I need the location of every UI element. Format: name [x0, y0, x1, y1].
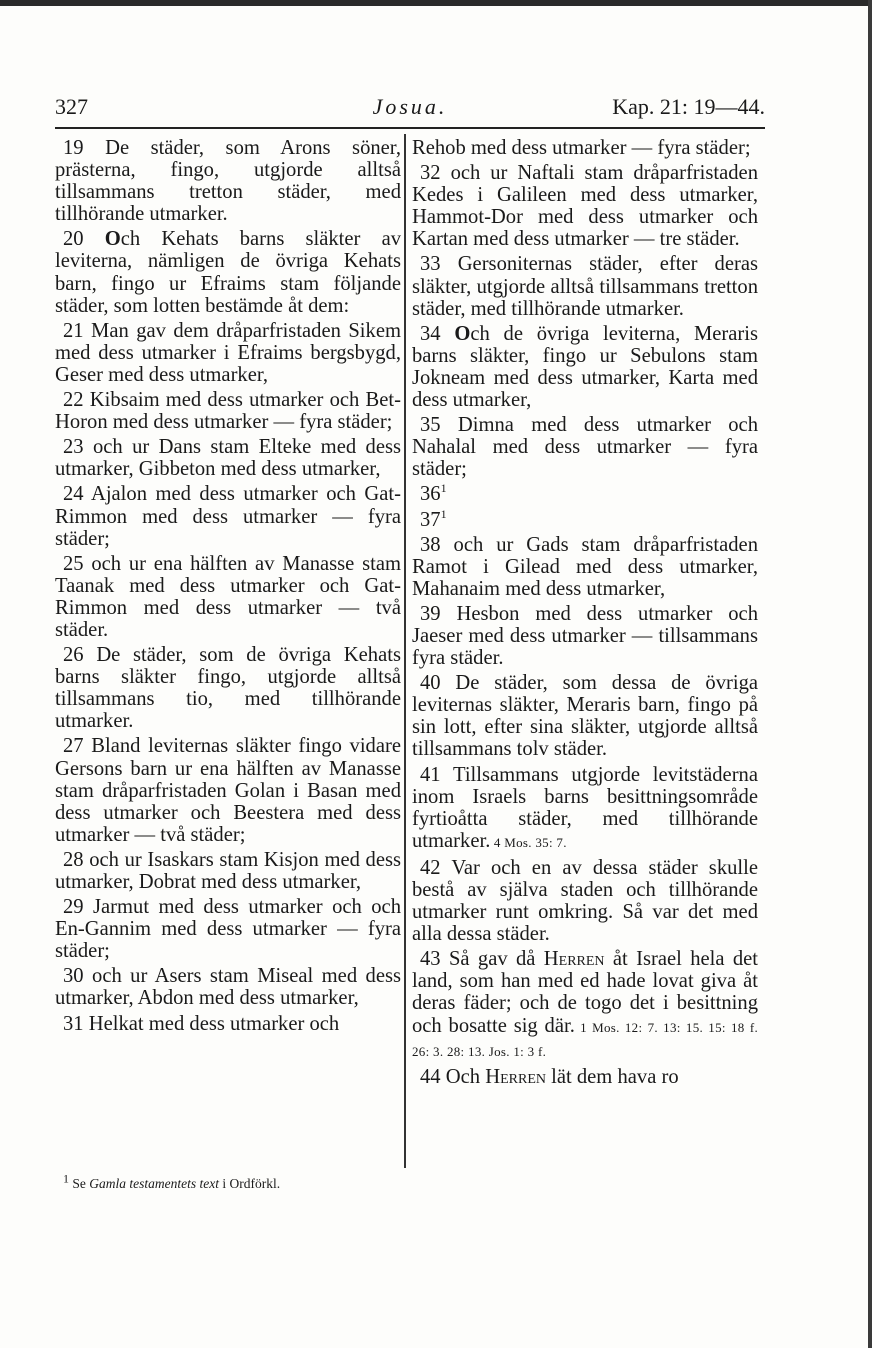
- verse-number: 21: [63, 319, 92, 342]
- verse-paragraph: 24 Ajalon med dess utmarker och Gat-Rimmon med dess utmarker — fyra städer;: [55, 483, 402, 550]
- verse-number: 32: [420, 162, 451, 185]
- scan-right-edge: [868, 0, 872, 1348]
- verse-number: 40: [420, 672, 456, 695]
- verse-paragraph: 28 och ur Isaskars stam Kisjon med dess utmarker, Dobrat med dess utmarker,: [55, 848, 401, 893]
- verse-paragraph: 43 Så gav då Herren åt Israel hela det land, som han med ed hade lovat giva åt deras fäder; och de togo det i besittning och bosatte sig där. 1 Mos. 12: 7. 13: 15. 15: 18 f. 26: 3. 28: 13. Jos. 1: 3 f.: [412, 948, 758, 1059]
- column-divider: [404, 134, 406, 1168]
- verse-paragraph: [412, 506, 758, 531]
- page-number: 327: [55, 94, 88, 119]
- right-column: [412, 137, 758, 1091]
- verse-paragraph: 44 Och Herren lät dem hava ro: [420, 1065, 679, 1088]
- verse-paragraph: 33 Gersoniternas städer, efter deras släkter, utgjorde alltså tillsammans tretton städer, med tillhörande utmarker.: [412, 253, 758, 320]
- verse-number: 44: [420, 1065, 446, 1088]
- footnote: [63, 1171, 563, 1192]
- chapter-reference: Kap. 21: 19—44.: [612, 94, 765, 119]
- verse-paragraph: 25 och ur ena hälften av Manasse stam Taanak med dess utmarker och Gat-Rimmon med dess utmarker — två städer.: [55, 552, 401, 641]
- verse-paragraph: 34 Och de övriga leviterna, Meraris barns släkter, fingo ur Sebulons stam Jokneam med dess utmarker, Karta med dess utmarker,: [412, 322, 758, 412]
- verse-number: 30: [63, 965, 93, 988]
- verse-paragraph: 39 Hesbon med dess utmarker och Jaeser med dess utmarker — tillsammans fyra städer.: [412, 602, 758, 670]
- verse-number: 23: [63, 436, 93, 459]
- header-rule: [55, 127, 765, 129]
- verse-number: 26: [63, 644, 97, 667]
- verse-number: 27: [63, 735, 92, 758]
- verse-number: 25: [63, 552, 92, 575]
- verse-number: 29: [63, 896, 94, 919]
- verse-paragraph: 22 Kibsaim med dess utmarker och Bet-Horon med dess utmarker — fyra städer;: [55, 389, 401, 434]
- verse-paragraph: 41 Tillsammans utgjorde levitstäderna inom Israels barns besittningsområde fyrtioåtta städer, med tillhörande utmarker. 4 Mos. 35: 7.: [412, 763, 758, 852]
- book-title: Josua.: [372, 94, 448, 119]
- verse-paragraph: 35 Dimna med dess utmarker och Nahalal med dess utmarker — fyra städer;: [412, 414, 758, 481]
- verse-paragraph: 30 och ur Asers stam Miseal med dess utmarker, Abdon med dess utmarker,: [55, 965, 401, 1010]
- verse-paragraph: 40 De städer, som dessa de övriga leviternas släkter, Meraris barn, fingo på sin lott, efter sina släkter, utgjorde alltså tillsammans tolv städer.: [412, 672, 759, 761]
- verse-number: $37^1$: [420, 506, 447, 531]
- verse-number: 20: [63, 228, 105, 251]
- footnote-italic: Gamla testamentets text: [89, 1176, 219, 1191]
- verse-paragraph: 29 Jarmut med dess utmarker och och En-Gannim med dess utmarker — fyra städer;: [55, 896, 401, 963]
- footnote-post: i Ordförkl.: [222, 1176, 281, 1191]
- verse-paragraph: 20 Och Kehats barns släkter av leviterna, nämligen de övriga Kehats barn, fingo ur Efraims stam följande städer, som lotten bestämde åt dem:: [55, 228, 402, 317]
- verse-paragraph: 38 och ur Gads stam dråparfristaden Ramot i Gilead med dess utmarker, Mahanaim med dess utmarker,: [412, 533, 758, 600]
- verse-paragraph: 21 Man gav dem dråparfristaden Sikem med dess utmarker i Efraims bergsbygd, Geser med dess utmarker,: [55, 319, 401, 386]
- verse-number: 41: [420, 763, 453, 786]
- verse-number: 19: [63, 137, 106, 159]
- verse-number: $36^1$: [420, 481, 447, 506]
- footnote-marker: 1: [63, 1171, 69, 1186]
- verse-paragraph: 42 Var och en av dessa städer skulle bestå av själva staden och tillhörande utmarker runt omkring. Så var det med alla dessa städer.: [412, 856, 758, 946]
- verse-number: 28: [63, 848, 90, 871]
- verse-number: 38: [420, 533, 454, 556]
- verse-number: 33: [420, 253, 458, 276]
- verse-paragraph: 23 och ur Dans stam Elteke med dess utmarker, Gibbeton med dess utmarker,: [55, 436, 401, 481]
- verse-paragraph: 32 och ur Naftali stam dråparfristaden Kedes i Galileen med dess utmarker, Hammot-Dor med dess utmarker och Kartan med dess utmarker — tre städer.: [412, 162, 758, 251]
- verse-number: 31: [63, 1012, 89, 1035]
- verse-paragraph: 19 De städer, som Arons söner, prästerna, fingo, utgjorde alltså tillsammans tretton städer, med tillhörande utmarker.: [55, 137, 401, 226]
- verse-number: 43: [420, 948, 449, 971]
- verse-number: 39: [420, 602, 457, 625]
- left-column: [55, 137, 401, 1038]
- verse-number: 35: [420, 414, 458, 437]
- cross-reference-note: 4 Mos. 35: 7.: [490, 834, 567, 850]
- verse-number: 24: [63, 483, 91, 506]
- verse-number: 34: [420, 322, 455, 345]
- scan-top-edge: [0, 0, 872, 6]
- verse-paragraph: 26 De städer, som de övriga Kehats barns släkter fingo, utgjorde alltså tillsammans tio, med tillhörande utmarker.: [55, 644, 401, 733]
- verse-number: 22: [63, 389, 90, 412]
- verse-paragraph: 27 Bland leviternas släkter fingo vidare Gersons barn ur ena hälften av Manasse stam dråparfristaden Golan i Basan med dess utmarker och Beestera med dess utmarker — två städer;: [55, 735, 401, 846]
- footnote-pre: Se: [72, 1176, 86, 1191]
- verse-paragraph: 31 Helkat med dess utmarker och: [63, 1012, 340, 1035]
- verse-paragraph: Rehob med dess utmarker — fyra städer;: [412, 137, 751, 159]
- cross-reference-note: 1 Mos. 12: 7. 13: 15. 15: 18 f. 26: 3. 28: 13. Jos. 1: 3 f.: [412, 1019, 758, 1059]
- verse-paragraph: [412, 483, 758, 505]
- page-header: [55, 94, 765, 126]
- verse-number: 42: [420, 856, 452, 879]
